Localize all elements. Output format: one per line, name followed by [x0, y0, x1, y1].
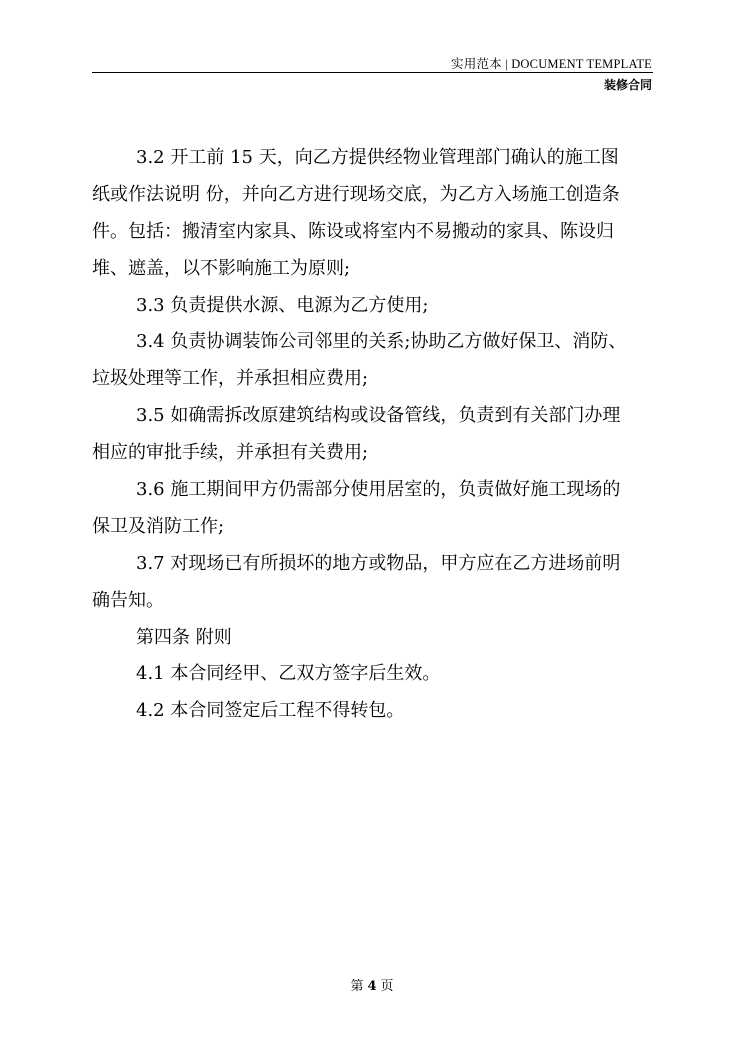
footer-suffix: 页	[380, 979, 394, 994]
section-heading-article-4: 第四条 附则	[136, 626, 232, 648]
clause-3-5-line-2: 相应的审批手续，并承担有关费用;	[92, 442, 369, 464]
clause-3-5-line-1: 3.5 如确需拆改原建筑结构或设备管线，负责到有关部门办理	[136, 405, 621, 427]
clause-4-2: 4.2 本合同签定后工程不得转包。	[136, 700, 405, 722]
document-body	[92, 140, 662, 730]
clause-3-3: 3.3 负责提供水源、电源为乙方使用;	[136, 294, 429, 316]
clause-3-2-line-3: 件。包括：搬清室内家具、陈设或将室内不易搬动的家具、陈设归	[92, 220, 614, 242]
clause-3-4-line-2: 垃圾处理等工作，并承担相应费用;	[92, 368, 369, 390]
page-footer	[0, 975, 744, 994]
page-number: 4	[367, 979, 377, 994]
clause-3-2-line-4: 堆、遮盖，以不影响施工为原则;	[92, 257, 351, 279]
clause-3-2-line-2: 纸或作法说明 份，并向乙方进行现场交底，为乙方入场施工创造条	[92, 183, 620, 205]
clause-3-6-line-2: 保卫及消防工作;	[92, 515, 225, 537]
footer-prefix: 第	[350, 979, 364, 994]
header-divider	[92, 72, 653, 73]
clause-3-7-line-1: 3.7 对现场已有所损坏的地方或物品，甲方应在乙方进场前明	[136, 552, 621, 574]
clause-4-1: 4.1 本合同经甲、乙双方签字后生效。	[136, 663, 441, 685]
clause-3-6-line-1: 3.6 施工期间甲方仍需部分使用居室的，负责做好施工现场的	[136, 479, 621, 501]
clause-3-2-line-1: 3.2 开工前 15 天，向乙方提供经物业管理部门确认的施工图	[136, 147, 619, 168]
clause-3-4-line-1: 3.4 负责协调装饰公司邻里的关系;协助乙方做好保卫、消防、	[136, 331, 627, 353]
header-subtitle: 装修合同	[603, 78, 652, 92]
clause-3-7-line-2: 确告知。	[92, 589, 164, 611]
header-title: 实用范本 | DOCUMENT TEMPLATE	[451, 57, 652, 71]
